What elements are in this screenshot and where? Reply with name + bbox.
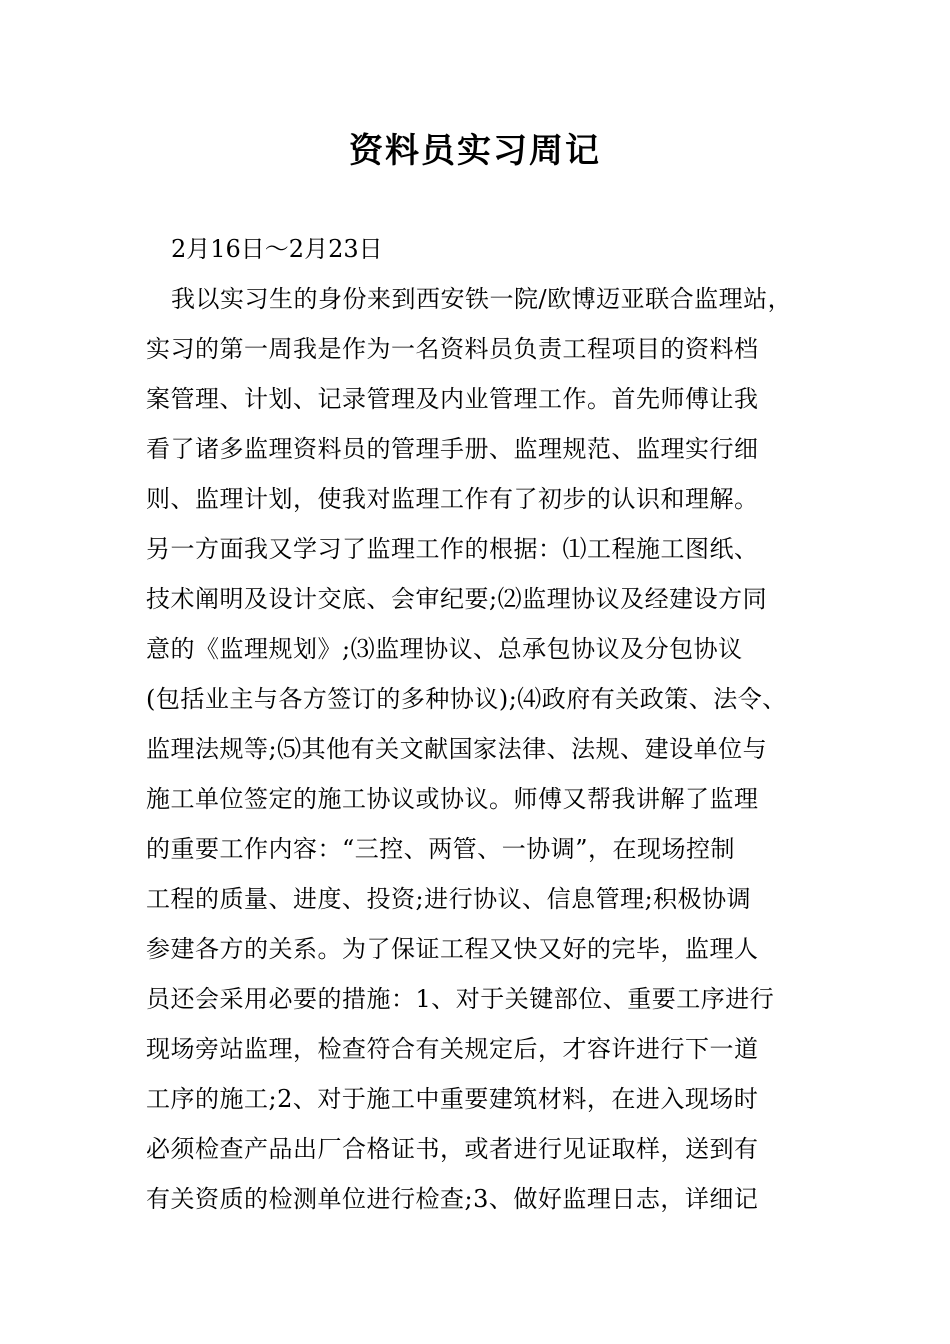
- text-line: 实习的第一周我是作为一名资料员负责工程项目的资料档: [146, 335, 759, 363]
- text-line: 员还会采用必要的措施：1、对于关键部位、重要工序进行: [146, 985, 775, 1013]
- text-line: 有关资质的检测单位进行检查;3、做好监理日志，详细记: [146, 1185, 759, 1213]
- text-line: 则、监理计划，使我对监理工作有了初步的认识和理解。: [146, 485, 759, 513]
- text-line: 必须检查产品出厂合格证书，或者进行见证取样，送到有: [146, 1135, 759, 1163]
- text-line: 施工单位签定的施工协议或协议。师傅又帮我讲解了监理: [146, 785, 759, 813]
- text-line: 技术阐明及设计交底、会审纪要;⑵监理协议及经建设方同: [146, 585, 768, 613]
- text-line: 监理法规等;⑸其他有关文献国家法律、法规、建设单位与: [146, 735, 768, 763]
- text-line: 另一方面我又学习了监理工作的根据：⑴工程施工图纸、: [146, 535, 759, 563]
- text-line: (包括业主与各方签订的多种协议);⑷政府有关政策、法令、: [146, 685, 787, 713]
- text-line: 看了诸多监理资料员的管理手册、监理规范、监理实行细: [146, 435, 759, 463]
- date-range: 2月16日～2月23日: [171, 235, 383, 263]
- text-line: 意的《监理规划》;⑶监理协议、总承包协议及分包协议: [146, 635, 743, 663]
- text-line: 案管理、计划、记录管理及内业管理工作。首先师傅让我: [146, 385, 759, 413]
- text-line: 的重要工作内容：“三控、两管、一协调”，在现场控制: [146, 835, 736, 863]
- text-line: 现场旁站监理，检查符合有关规定后，才容许进行下一道: [146, 1035, 759, 1063]
- document-title: 资料员实习周记: [349, 131, 601, 171]
- body-text: [146, 274, 846, 1224]
- text-line: 参建各方的关系。为了保证工程又快又好的完毕，监理人: [146, 935, 759, 963]
- text-line: 工程的质量、进度、投资;进行协议、信息管理;积极协调: [146, 885, 752, 913]
- text-line: 我以实习生的身份来到西安铁一院/欧博迈亚联合监理站，: [171, 285, 793, 313]
- text-line: 工序的施工;2、对于施工中重要建筑材料，在进入现场时: [146, 1085, 759, 1113]
